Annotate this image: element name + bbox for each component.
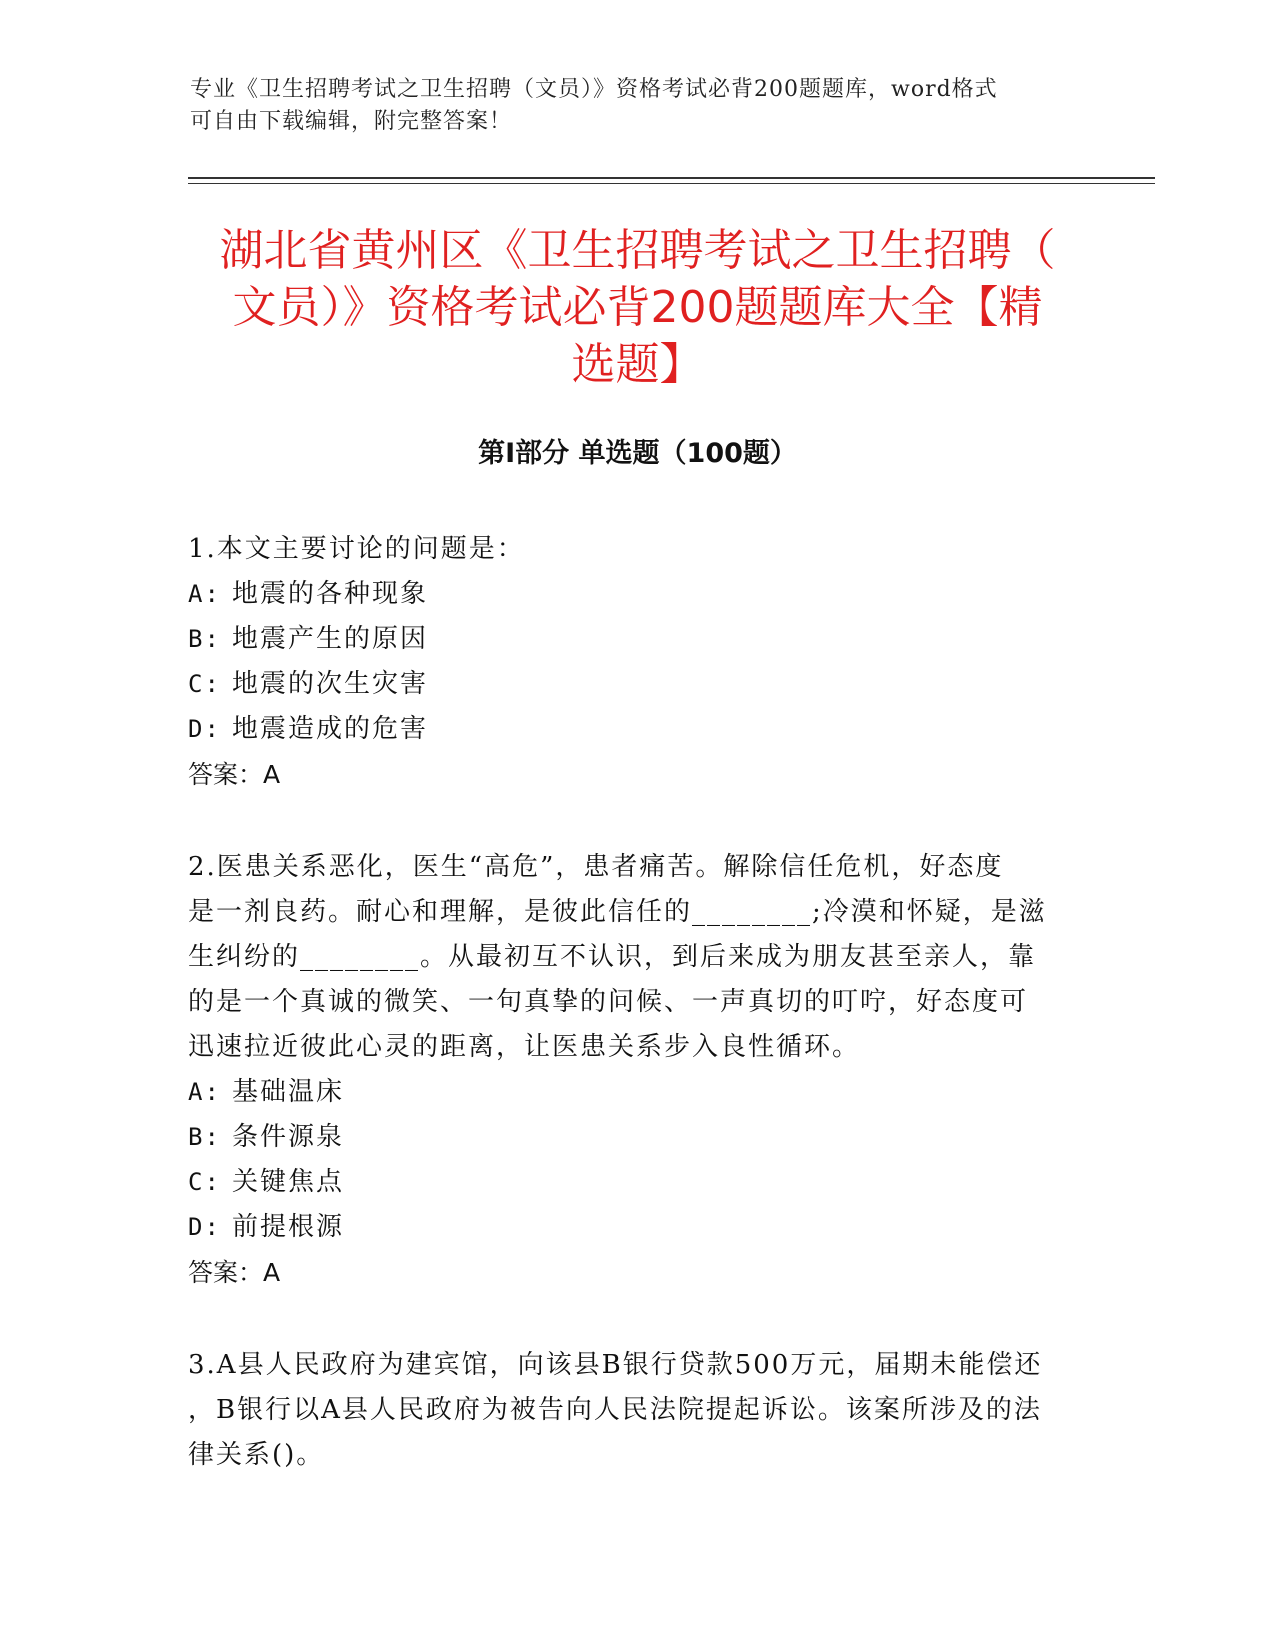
option-text: 地震产生的原因: [232, 624, 429, 654]
option-text: 地震造成的危害: [232, 714, 429, 744]
question-item: [188, 527, 1093, 797]
option-text: 地震的次生灾害: [232, 669, 429, 699]
question-item: [188, 1343, 1093, 1478]
header-note: [190, 74, 1090, 138]
answer-option: [188, 1205, 1093, 1250]
option-text: 条件源泉: [232, 1122, 345, 1152]
question-stem-line: 律关系()。: [188, 1440, 325, 1470]
section-title: 第Ⅰ部分 单选题（100题）: [478, 438, 797, 469]
option-text: 地震的各种现象: [232, 579, 429, 609]
question-stem-line: 迅速拉近彼此心灵的距离，让医患关系步入良性循环。: [188, 1032, 861, 1062]
title-line: 文员）》资格考试必背200题题库大全【精: [232, 282, 1043, 333]
answer-option: [188, 617, 1093, 662]
question-stem-line: 生纠纷的________。从最初互不认识，到后来成为朋友甚至亲人，靠: [188, 942, 1037, 972]
question-stem-line: ，B银行以A县人民政府为被告向人民法院提起诉讼。该案所涉及的法: [188, 1395, 1042, 1425]
answer-option: [188, 1070, 1093, 1115]
header-divider: [188, 177, 1155, 179]
answer-option: [188, 1115, 1093, 1160]
option-text: 基础温床: [232, 1077, 345, 1107]
title-line: 选题】: [571, 339, 704, 390]
answer-key: 答案：A: [188, 760, 281, 789]
document-title: [190, 222, 1085, 393]
header-note-line: 可自由下载编辑，附完整答案！: [190, 109, 513, 134]
option-letter: B:: [188, 1123, 221, 1151]
answer-option: [188, 662, 1093, 707]
question-stem-line: 是一剂良药。耐心和理解，是彼此信任的________;冷漠和怀疑，是滋: [188, 897, 1047, 927]
option-letter: D:: [188, 715, 221, 743]
option-letter: A:: [188, 1078, 221, 1106]
answer-option: [188, 707, 1093, 752]
option-text: 关键焦点: [232, 1167, 345, 1197]
question-item: [188, 845, 1093, 1295]
answer-key: 答案：A: [188, 1258, 281, 1287]
question-stem-line: 3.A县人民政府为建宾馆，向该县B银行贷款500万元，届期未能偿还: [188, 1350, 1043, 1380]
answer-option: [188, 572, 1093, 617]
question-stem-line: 的是一个真诚的微笑、一句真挚的问候、一声真切的叮咛，好态度可: [188, 987, 1029, 1017]
option-letter: C:: [188, 1168, 221, 1196]
header-divider-thin: [188, 183, 1155, 184]
answer-option: [188, 1160, 1093, 1205]
question-stem: 1.本文主要讨论的问题是：: [188, 534, 525, 564]
option-letter: C:: [188, 670, 221, 698]
question-stem-line: 2.医患关系恶化，医生“高危”，患者痛苦。解除信任危机，好态度: [188, 852, 1004, 882]
option-text: 前提根源: [232, 1212, 345, 1242]
title-line: 湖北省黄州区《卫生招聘考试之卫生招聘（: [219, 225, 1056, 276]
question-list: [188, 527, 1093, 1526]
option-letter: D:: [188, 1213, 221, 1241]
option-letter: B:: [188, 625, 221, 653]
option-letter: A:: [188, 580, 221, 608]
header-note-line: 专业《卫生招聘考试之卫生招聘（文员）》资格考试必背200题题库，word格式: [190, 77, 998, 102]
